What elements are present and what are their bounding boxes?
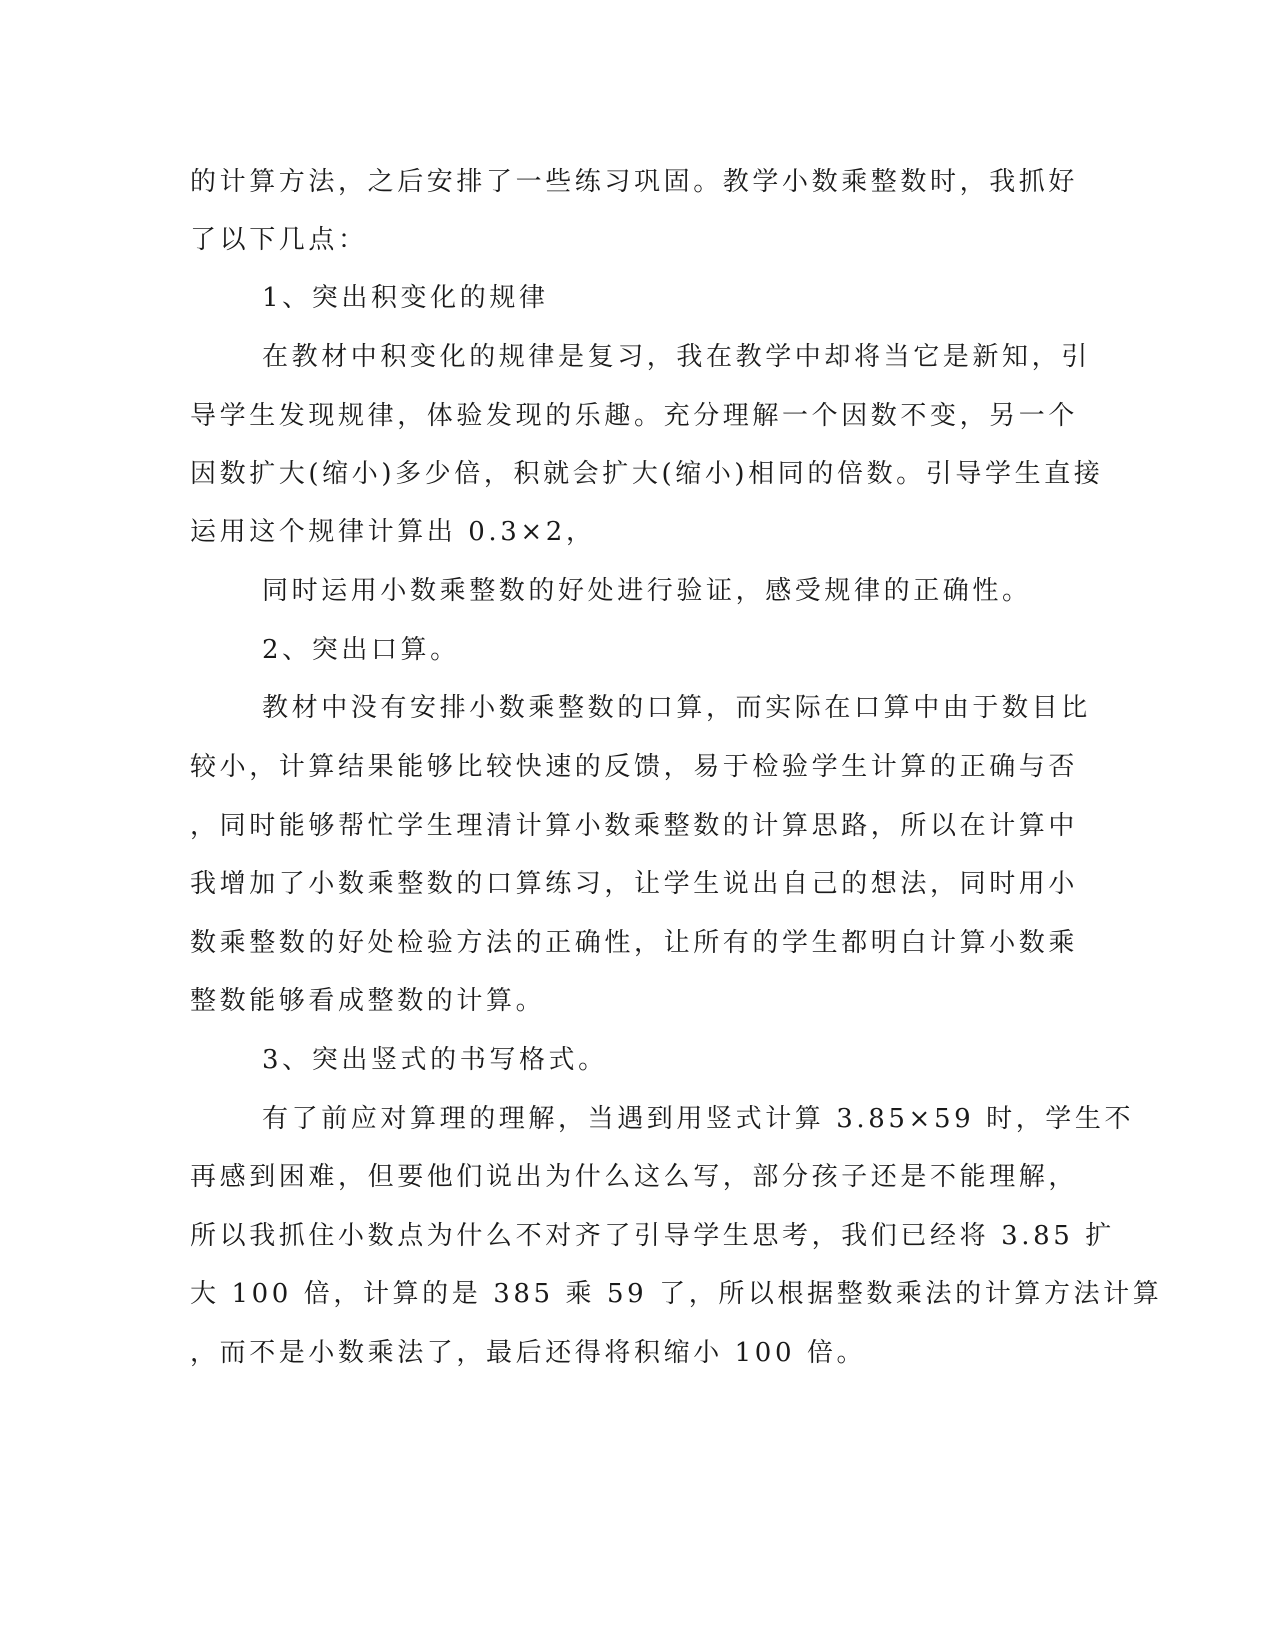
text-line: 运用这个规律计算出 0.3×2， [190,517,596,547]
text-line: 数乘整数的好处检验方法的正确性，让所有的学生都明白计算小数乘 [190,928,1079,958]
text-line: 整数能够看成整数的计算。 [190,986,546,1016]
text-line: 我增加了小数乘整数的口算练习，让学生说出自己的想法，同时用小 [190,869,1079,899]
text-line: ，同时能够帮忙学生理清计算小数乘整数的计算思路，所以在计算中 [190,811,1079,841]
text-line: 较小，计算结果能够比较快速的反馈，易于检验学生计算的正确与否 [190,752,1079,782]
text-line: 有了前应对算理的理解，当遇到用竖式计算 3.85×59 时，学生不 [262,1104,1135,1134]
text-line: 导学生发现规律，体验发现的乐趣。充分理解一个因数不变，另一个 [190,401,1079,431]
text-line: 大 100 倍，计算的是 385 乘 59 了，所以根据整数乘法的计算方法计算 [190,1279,1163,1309]
section-heading-1: 1、突出积变化的规律 [262,283,549,313]
text-line: 同时运用小数乘整数的好处进行验证，感受规律的正确性。 [262,576,1032,606]
section-heading-2: 2、突出口算。 [262,635,460,665]
text-line: 所以我抓住小数点为什么不对齐了引导学生思考，我们已经将 3.85 扩 [190,1221,1115,1251]
text-line: 因数扩大(缩小)多少倍，积就会扩大(缩小)相同的倍数。引导学生直接 [190,459,1104,489]
text-line: 的计算方法，之后安排了一些练习巩固。教学小数乘整数时，我抓好 [190,167,1079,197]
text-line: 了以下几点： [190,225,368,255]
text-line: 再感到困难，但要他们说出为什么这么写，部分孩子还是不能理解， [190,1162,1079,1192]
section-heading-3: 3、突出竖式的书写格式。 [262,1045,608,1075]
text-line: 教材中没有安排小数乘整数的口算，而实际在口算中由于数目比 [262,693,1091,723]
text-line: 在教材中积变化的规律是复习，我在教学中却将当它是新知，引 [262,342,1091,372]
text-line: ，而不是小数乘法了，最后还得将积缩小 100 倍。 [190,1338,867,1368]
